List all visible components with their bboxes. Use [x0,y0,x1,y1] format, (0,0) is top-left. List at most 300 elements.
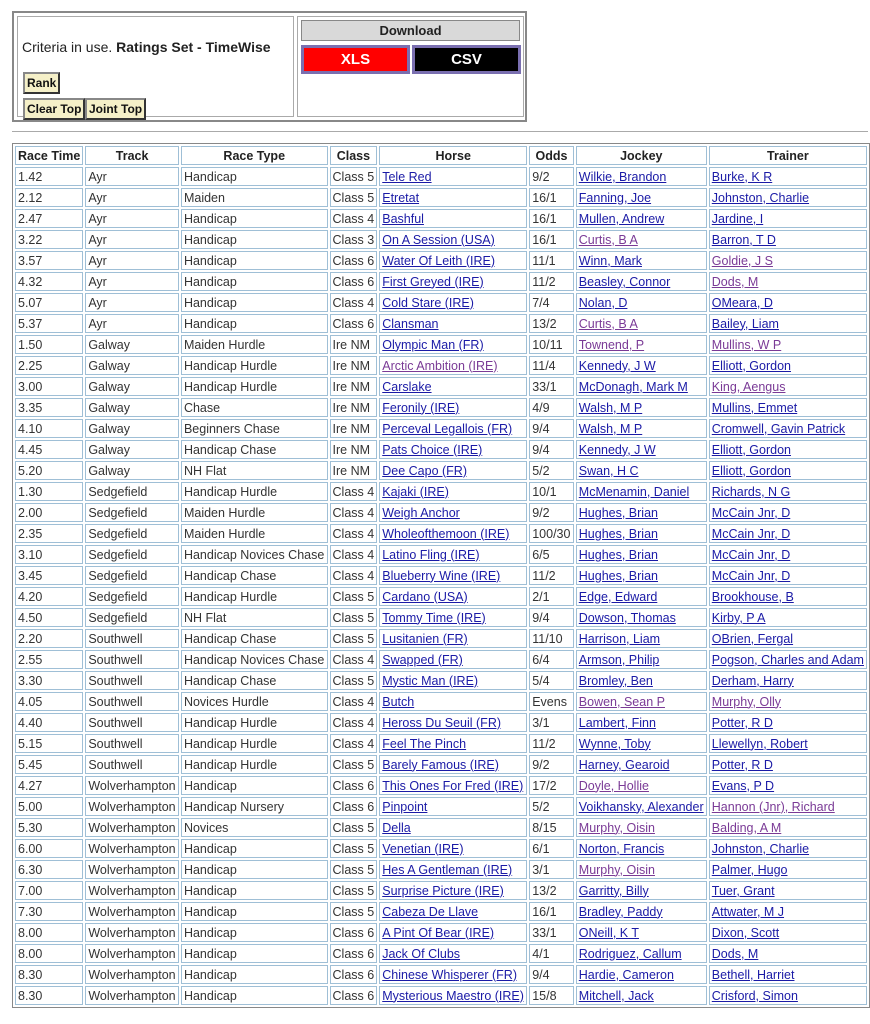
horse-link[interactable]: Carslake [382,379,432,394]
header-track[interactable]: Track [85,146,179,165]
cell-trainer [709,713,867,732]
cell-race-time: 3.22 [15,230,83,249]
rank-button[interactable]: Rank [23,72,60,94]
jockey-link[interactable]: Edge, Edward [578,589,658,604]
cell-track: Sedgefield [85,524,179,543]
cell-horse [379,860,527,879]
cell-jockey [576,713,707,732]
cell-class: Class 5 [330,608,378,627]
cell-track: Wolverhampton [85,923,179,942]
trainer-link[interactable]: Potter, R D [711,715,773,730]
jockey-link[interactable]: Harney, Gearoid [578,757,670,772]
cell-track: Southwell [85,755,179,774]
jockey-link[interactable]: Winn, Mark [578,253,642,268]
table-row [15,629,867,648]
cell-odds: 9/4 [529,608,574,627]
horse-link[interactable]: Heross Du Seuil (FR) [382,715,502,730]
cell-horse [379,335,527,354]
trainer-link[interactable]: Mullins, W P [711,337,782,352]
cell-horse [379,608,527,627]
cell-horse [379,230,527,249]
cell-class: Class 6 [330,776,378,795]
header-jockey[interactable]: Jockey [576,146,707,165]
horse-link[interactable]: This Ones For Fred (IRE) [382,778,524,793]
cell-horse [379,482,527,501]
cell-trainer [709,944,867,963]
cell-race-type: Handicap [181,209,328,228]
cell-race-type: Handicap Hurdle [181,587,328,606]
trainer-link[interactable]: Mullins, Emmet [711,400,798,415]
trainer-link[interactable]: OMeara, D [711,295,773,310]
trainer-link[interactable]: Brookhouse, B [711,589,794,604]
cell-trainer [709,860,867,879]
cell-horse [379,944,527,963]
cell-race-type: Handicap Hurdle [181,482,328,501]
cell-trainer [709,965,867,984]
trainer-link[interactable]: Kirby, P A [711,610,766,625]
jockey-link[interactable]: Hughes, Brian [578,505,658,520]
trainer-link[interactable]: McCain Jnr, D [711,547,791,562]
horse-link[interactable]: Olympic Man (FR) [382,337,484,352]
cell-horse [379,839,527,858]
horse-link[interactable]: Etretat [382,190,420,205]
jockey-link[interactable]: Wilkie, Brandon [578,169,667,184]
cell-odds: 33/1 [529,377,574,396]
jockey-link[interactable]: Kennedy, J W [578,358,656,373]
trainer-link[interactable]: McCain Jnr, D [711,568,791,583]
cell-track: Ayr [85,251,179,270]
cell-class: Ire NM [330,377,378,396]
csv-download-button[interactable]: CSV [412,45,521,74]
trainer-link[interactable]: OBrien, Fergal [711,631,794,646]
cell-class: Class 5 [330,902,378,921]
cell-jockey [576,986,707,1005]
jockey-link[interactable]: Garritty, Billy [578,883,649,898]
trainer-link[interactable]: Jardine, I [711,211,764,226]
cell-race-time: 4.32 [15,272,83,291]
cell-track: Ayr [85,293,179,312]
jockey-link[interactable]: Murphy, Oisin [578,820,655,835]
xls-download-button[interactable]: XLS [301,45,410,74]
cell-class: Class 6 [330,272,378,291]
jockey-link[interactable]: Hughes, Brian [578,568,658,583]
table-row [15,209,867,228]
trainer-link[interactable]: Dods, M [711,946,759,961]
cell-odds: 9/2 [529,167,574,186]
cell-race-time: 2.47 [15,209,83,228]
cell-trainer [709,398,867,417]
cell-trainer [709,566,867,585]
header-class[interactable]: Class [330,146,378,165]
cell-track: Sedgefield [85,503,179,522]
trainer-link[interactable]: Hannon (Jnr), Richard [711,799,835,814]
table-row [15,377,867,396]
trainer-link[interactable]: Cromwell, Gavin Patrick [711,421,846,436]
cell-class: Class 5 [330,860,378,879]
cell-horse [379,188,527,207]
cell-horse [379,251,527,270]
cell-horse [379,902,527,921]
horse-link[interactable]: A Pint Of Bear (IRE) [382,925,495,940]
horse-link[interactable]: Venetian (IRE) [382,841,464,856]
horse-link[interactable]: Tele Red [382,169,432,184]
cell-class: Ire NM [330,335,378,354]
jockey-link[interactable]: Fanning, Joe [578,190,652,205]
header-trainer[interactable]: Trainer [709,146,867,165]
trainer-link[interactable]: Attwater, M J [711,904,785,919]
horse-link[interactable]: Bashful [382,211,424,226]
cell-class: Class 4 [330,566,378,585]
trainer-link[interactable]: Elliott, Gordon [711,442,791,457]
jockey-link[interactable]: Wynne, Toby [578,736,651,751]
cell-jockey [576,482,707,501]
table-row [15,944,867,963]
cell-class: Class 6 [330,251,378,270]
header-race-time[interactable]: Race Time [15,146,83,165]
cell-race-time: 1.42 [15,167,83,186]
jockey-link[interactable]: Lambert, Finn [578,715,656,730]
cell-race-type: Handicap Novices Chase [181,545,328,564]
cell-race-type: Handicap Chase [181,629,328,648]
cell-race-type: Handicap [181,923,328,942]
cell-class: Class 6 [330,965,378,984]
cell-horse [379,986,527,1005]
cell-class: Class 5 [330,839,378,858]
trainer-link[interactable]: Balding, A M [711,820,782,835]
cell-track: Ayr [85,188,179,207]
jockey-link[interactable]: ONeill, K T [578,925,639,940]
cell-jockey [576,314,707,333]
horse-link[interactable]: Clansman [382,316,439,331]
table-row [15,587,867,606]
cell-track: Galway [85,398,179,417]
jockey-link[interactable]: Curtis, B A [578,232,638,247]
trainer-link[interactable]: Bailey, Liam [711,316,779,331]
trainer-link[interactable]: Palmer, Hugo [711,862,788,877]
jockey-link[interactable]: Bowen, Sean P [578,694,665,709]
cell-race-type: Handicap [181,776,328,795]
horse-link[interactable]: Mystic Man (IRE) [382,673,479,688]
cell-race-type: Handicap [181,314,328,333]
cell-race-type: Handicap [181,944,328,963]
header-horse[interactable]: Horse [379,146,527,165]
cell-race-time: 5.07 [15,293,83,312]
cell-race-time: 1.50 [15,335,83,354]
cell-track: Ayr [85,209,179,228]
cell-horse [379,503,527,522]
cell-race-time: 4.05 [15,692,83,711]
horse-link[interactable]: Feel The Pinch [382,736,467,751]
cell-jockey [576,755,707,774]
jockey-link[interactable]: Curtis, B A [578,316,638,331]
trainer-link[interactable]: Potter, R D [711,757,773,772]
horse-link[interactable]: Della [382,820,411,835]
horse-link[interactable]: Cardano (USA) [382,589,468,604]
trainer-link[interactable]: Johnston, Charlie [711,190,810,205]
cell-trainer [709,776,867,795]
jockey-link[interactable]: McMenamin, Daniel [578,484,690,499]
cell-trainer [709,923,867,942]
cell-track: Southwell [85,692,179,711]
table-row [15,608,867,627]
cell-race-type: Maiden Hurdle [181,335,328,354]
cell-odds: 5/2 [529,461,574,480]
trainer-link[interactable]: Richards, N G [711,484,791,499]
table-row [15,419,867,438]
trainer-link[interactable]: Elliott, Gordon [711,463,791,478]
header-race-type[interactable]: Race Type [181,146,328,165]
table-row [15,503,867,522]
cell-trainer [709,356,867,375]
jockey-link[interactable]: Hardie, Cameron [578,967,674,982]
ratings-set-label: Ratings Set - TimeWise [116,39,271,55]
cell-horse [379,293,527,312]
cell-race-type: Maiden Hurdle [181,503,328,522]
jockey-link[interactable]: Nolan, D [578,295,628,310]
trainer-link[interactable]: King, Aengus [711,379,786,394]
trainer-link[interactable]: Llewellyn, Robert [711,736,808,751]
cell-race-time: 5.37 [15,314,83,333]
cell-jockey [576,377,707,396]
cell-track: Wolverhampton [85,965,179,984]
jockey-link[interactable]: Mitchell, Jack [578,988,654,1003]
clear-top-button[interactable]: Clear Top [23,98,85,120]
horse-link[interactable]: Water Of Leith (IRE) [382,253,495,268]
cell-jockey [576,776,707,795]
jockey-link[interactable]: Walsh, M P [578,400,643,415]
cell-class: Class 6 [330,797,378,816]
jockey-link[interactable]: Walsh, M P [578,421,643,436]
cell-odds: 11/2 [529,734,574,753]
jockey-link[interactable]: Townend, P [578,337,645,352]
cell-track: Wolverhampton [85,776,179,795]
cell-trainer [709,251,867,270]
horse-link[interactable]: Hes A Gentleman (IRE) [382,862,513,877]
cell-odds: 16/1 [529,209,574,228]
cell-track: Galway [85,440,179,459]
cell-race-type: Handicap [181,272,328,291]
jockey-link[interactable]: Hughes, Brian [578,547,658,562]
cell-race-type: Handicap Hurdle [181,356,328,375]
jockey-link[interactable]: Norton, Francis [578,841,665,856]
horse-link[interactable]: Wholeofthemoon (IRE) [382,526,510,541]
cell-odds: 6/1 [529,839,574,858]
cell-jockey [576,524,707,543]
table-header-row [15,146,867,165]
cell-race-type: Handicap [181,860,328,879]
cell-race-time: 5.30 [15,818,83,837]
trainer-link[interactable]: Barron, T D [711,232,776,247]
horse-link[interactable]: Tommy Time (IRE) [382,610,486,625]
cell-odds: 6/4 [529,650,574,669]
jockey-link[interactable]: Beasley, Connor [578,274,671,289]
cell-trainer [709,209,867,228]
cell-race-time: 5.20 [15,461,83,480]
cell-race-type: Handicap Chase [181,671,328,690]
cell-odds: 16/1 [529,230,574,249]
cell-jockey [576,839,707,858]
trainer-link[interactable]: Dixon, Scott [711,925,780,940]
horse-link[interactable]: On A Session (USA) [382,232,495,247]
cell-horse [379,965,527,984]
horse-link[interactable]: Mysterious Maestro (IRE) [382,988,524,1003]
cell-race-type: Handicap Hurdle [181,713,328,732]
cell-track: Sedgefield [85,608,179,627]
cell-race-time: 6.30 [15,860,83,879]
cell-trainer [709,167,867,186]
horse-link[interactable]: Weigh Anchor [382,505,460,520]
cell-race-type: Maiden Hurdle [181,524,328,543]
cell-race-time: 8.00 [15,944,83,963]
header-odds[interactable]: Odds [529,146,574,165]
table-row [15,167,867,186]
cell-horse [379,419,527,438]
cell-race-time: 3.35 [15,398,83,417]
horse-link[interactable]: Arctic Ambition (IRE) [382,358,498,373]
horse-link[interactable]: Swapped (FR) [382,652,463,667]
trainer-link[interactable]: Dods, M [711,274,759,289]
cell-jockey [576,272,707,291]
cell-class: Class 4 [330,524,378,543]
download-cell [297,16,524,117]
table-row [15,797,867,816]
jockey-link[interactable]: Harrison, Liam [578,631,661,646]
horse-link[interactable]: Jack Of Clubs [382,946,461,961]
cell-class: Class 4 [330,713,378,732]
trainer-link[interactable]: Evans, P D [711,778,775,793]
jockey-link[interactable]: Bromley, Ben [578,673,653,688]
cell-class: Class 5 [330,818,378,837]
jockey-link[interactable]: Bradley, Paddy [578,904,663,919]
trainer-link[interactable]: Tuer, Grant [711,883,775,898]
horse-link[interactable]: Butch [382,694,415,709]
cell-odds: 8/15 [529,818,574,837]
horse-link[interactable]: Cabeza De Llave [382,904,479,919]
horse-link[interactable]: Surprise Picture (IRE) [382,883,504,898]
trainer-link[interactable]: Crisford, Simon [711,988,798,1003]
table-row [15,713,867,732]
horse-link[interactable]: Kajaki (IRE) [382,484,449,499]
jockey-link[interactable]: Dowson, Thomas [578,610,676,625]
cell-track: Ayr [85,230,179,249]
cell-jockey [576,671,707,690]
cell-track: Southwell [85,734,179,753]
cell-race-type: Handicap [181,881,328,900]
trainer-link[interactable]: Elliott, Gordon [711,358,791,373]
cell-class: Class 5 [330,881,378,900]
jockey-link[interactable]: McDonagh, Mark M [578,379,688,394]
table-row [15,482,867,501]
table-row [15,923,867,942]
table-row [15,986,867,1005]
jockey-link[interactable]: Mullen, Andrew [578,211,665,226]
cell-trainer [709,629,867,648]
cell-race-time: 3.45 [15,566,83,585]
cell-class: Class 6 [330,314,378,333]
cell-trainer [709,881,867,900]
trainer-link[interactable]: Burke, K R [711,169,773,184]
cell-jockey [576,692,707,711]
cell-odds: 17/2 [529,776,574,795]
jockey-link[interactable]: Armson, Philip [578,652,660,667]
cell-jockey [576,860,707,879]
cell-horse [379,650,527,669]
trainer-link[interactable]: McCain Jnr, D [711,526,791,541]
horse-link[interactable]: Chinese Whisperer (FR) [382,967,517,982]
cell-race-type: Handicap [181,293,328,312]
jockey-link[interactable]: Rodriguez, Callum [578,946,682,961]
jockey-link[interactable]: Swan, H C [578,463,639,478]
horse-link[interactable]: Pinpoint [382,799,428,814]
trainer-link[interactable]: Murphy, Olly [711,694,782,709]
horse-link[interactable]: Feronily (IRE) [382,400,460,415]
horse-link[interactable]: Dee Capo (FR) [382,463,467,478]
horse-link[interactable]: First Greyed (IRE) [382,274,484,289]
jockey-link[interactable]: Hughes, Brian [578,526,658,541]
horse-link[interactable]: Latino Fling (IRE) [382,547,480,562]
jockey-link[interactable]: Murphy, Oisin [578,862,655,877]
cell-jockey [576,818,707,837]
cell-race-time: 2.25 [15,356,83,375]
cell-race-time: 2.20 [15,629,83,648]
cell-horse [379,356,527,375]
cell-trainer [709,272,867,291]
trainer-link[interactable]: Pogson, Charles and Adam [711,652,864,667]
table-row [15,272,867,291]
cell-jockey [576,608,707,627]
cell-horse [379,566,527,585]
cell-jockey [576,629,707,648]
jockey-link[interactable]: Kennedy, J W [578,442,656,457]
horse-link[interactable]: Pats Choice (IRE) [382,442,483,457]
cell-odds: Evens [529,692,574,711]
cell-jockey [576,293,707,312]
divider [12,131,868,132]
trainer-link[interactable]: Derham, Harry [711,673,794,688]
cell-trainer [709,440,867,459]
cell-trainer [709,419,867,438]
download-heading: Download [301,20,520,41]
horse-link[interactable]: Perceval Legallois (FR) [382,421,513,436]
cell-race-type: Handicap [181,230,328,249]
cell-track: Sedgefield [85,482,179,501]
joint-top-button[interactable]: Joint Top [85,98,146,120]
horse-link[interactable]: Cold Stare (IRE) [382,295,474,310]
horse-link[interactable]: Lusitanien (FR) [382,631,468,646]
jockey-link[interactable]: Voikhansky, Alexander [578,799,704,814]
table-row [15,818,867,837]
cell-horse [379,209,527,228]
cell-horse [379,524,527,543]
cell-track: Sedgefield [85,587,179,606]
cell-horse [379,734,527,753]
cell-race-type: Novices Hurdle [181,692,328,711]
horse-link[interactable]: Blueberry Wine (IRE) [382,568,501,583]
cell-track: Ayr [85,272,179,291]
table-row [15,965,867,984]
trainer-link[interactable]: Goldie, J S [711,253,773,268]
cell-horse [379,818,527,837]
jockey-link[interactable]: Doyle, Hollie [578,778,649,793]
horse-link[interactable]: Barely Famous (IRE) [382,757,499,772]
cell-horse [379,272,527,291]
trainer-link[interactable]: McCain Jnr, D [711,505,791,520]
trainer-link[interactable]: Johnston, Charlie [711,841,810,856]
trainer-link[interactable]: Bethell, Harriet [711,967,795,982]
cell-trainer [709,650,867,669]
criteria-cell [17,16,294,117]
cell-trainer [709,755,867,774]
